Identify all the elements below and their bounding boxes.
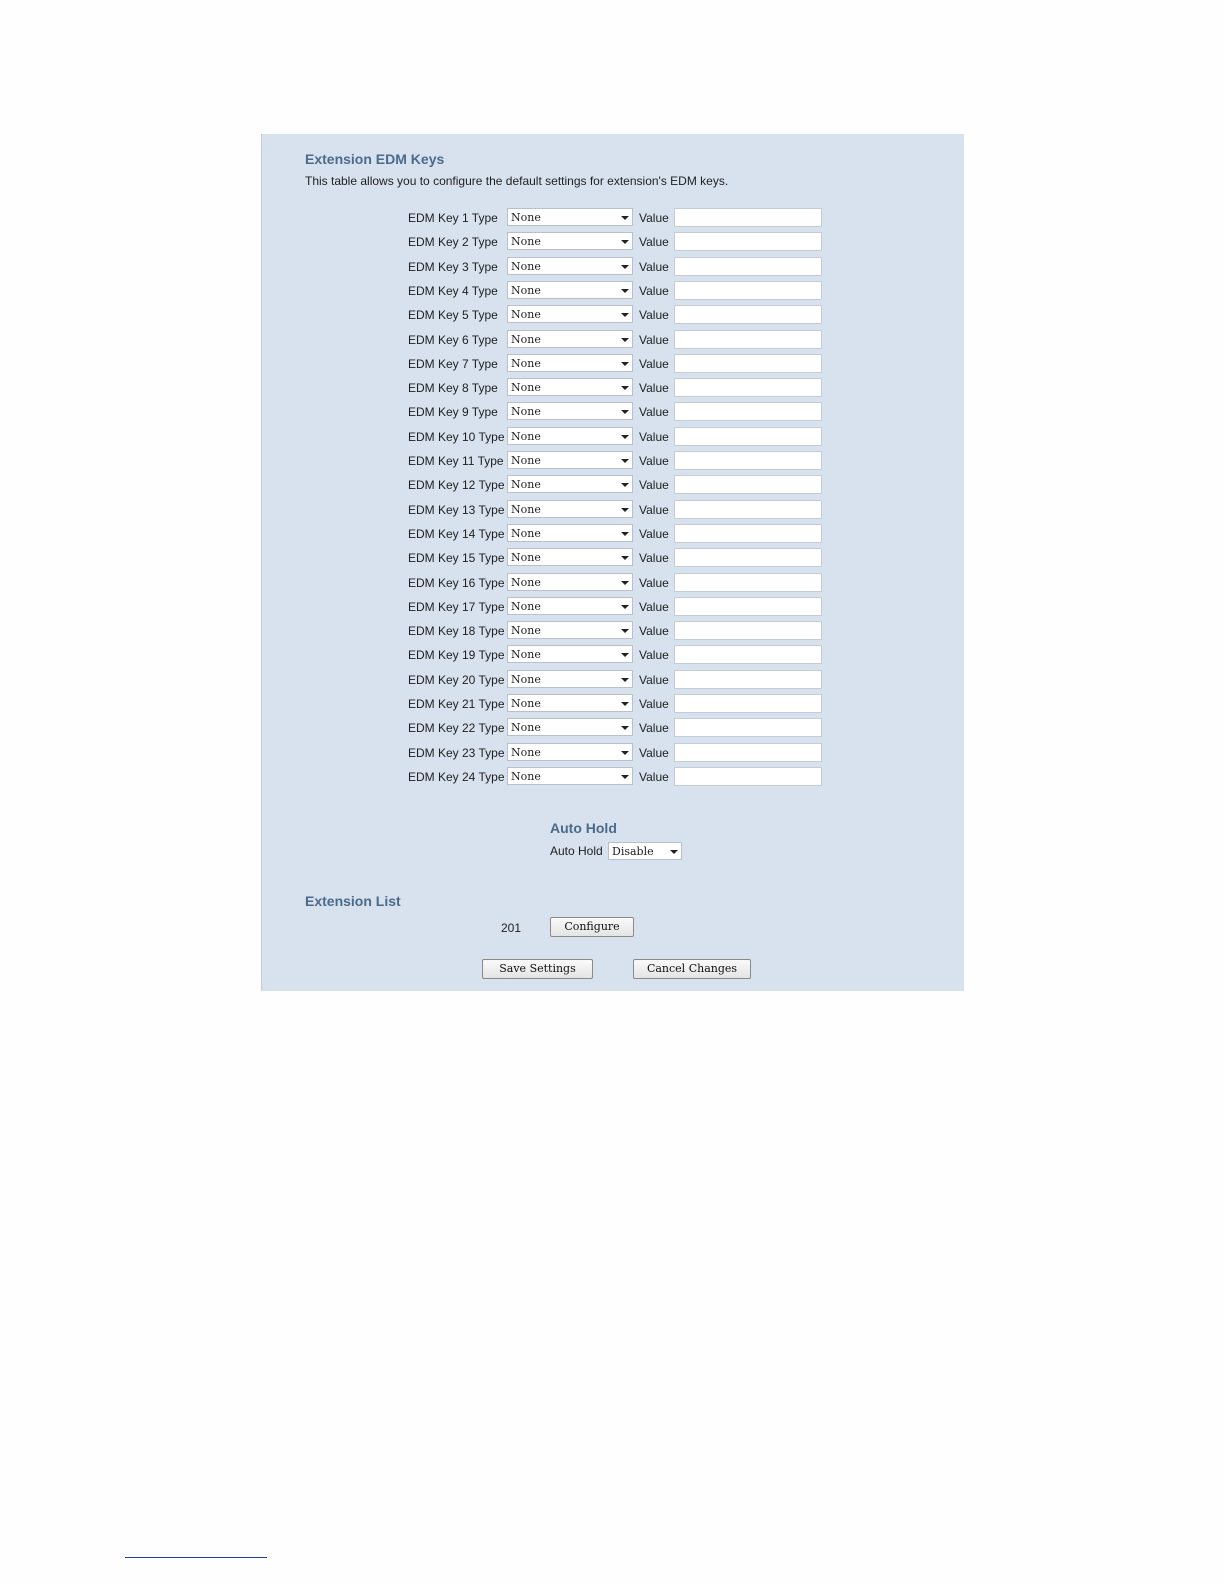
edm-key-row (408, 670, 828, 690)
save-settings-button[interactable]: Save Settings (482, 959, 593, 979)
edm-key-type-select[interactable] (507, 402, 633, 420)
edm-key-type-label: EDM Key 11 Type (408, 454, 504, 468)
chevron-down-icon (621, 313, 629, 317)
edm-key-row (408, 427, 828, 447)
edm-key-row (408, 718, 828, 738)
edm-key-type-label: EDM Key 13 Type (408, 502, 505, 517)
edm-key-row (408, 475, 828, 495)
edm-key-row (408, 524, 828, 544)
edm-key-row (408, 645, 828, 665)
edm-key-type-label: EDM Key 16 Type (408, 575, 505, 590)
chevron-down-icon (621, 678, 629, 682)
edm-key-row (408, 451, 828, 471)
edm-key-type-label: EDM Key 14 Type (408, 526, 505, 541)
edm-key-row (408, 767, 828, 787)
chevron-down-icon (621, 483, 629, 487)
edm-key-row (408, 208, 828, 228)
edm-key-type-select[interactable] (507, 427, 633, 445)
edm-key-value-input[interactable] (674, 645, 822, 664)
chevron-down-icon (621, 410, 629, 414)
chevron-down-icon (621, 435, 629, 439)
edm-key-type-label: EDM Key 3 Type (408, 259, 498, 274)
edm-key-row (408, 305, 828, 325)
chevron-down-icon (621, 751, 629, 755)
edm-key-value-label: Value (639, 235, 669, 250)
edm-key-type-select[interactable] (507, 573, 633, 591)
edm-key-row (408, 548, 828, 568)
edm-key-type-selected-value: None (511, 429, 541, 443)
edm-key-type-selected-value: None (511, 697, 541, 710)
edm-key-value-label: Value (639, 624, 669, 639)
edm-key-value-label: Value (639, 672, 669, 687)
edm-key-type-selected-value: None (511, 454, 541, 467)
edm-key-value-label: Value (639, 648, 669, 663)
edm-key-type-selected-value: None (511, 575, 541, 589)
chevron-down-icon (621, 556, 629, 560)
edm-key-type-selected-value: None (511, 769, 541, 783)
edm-key-type-selected-value: None (511, 211, 541, 224)
edm-key-value-label: Value (639, 381, 669, 396)
edm-key-value-label: Value (639, 697, 669, 711)
edm-key-type-label: EDM Key 9 Type (408, 405, 498, 420)
edm-key-type-label: EDM Key 6 Type (408, 332, 498, 347)
edm-key-type-label: EDM Key 1 Type (408, 211, 498, 225)
edm-key-value-label: Value (639, 283, 669, 298)
edm-key-type-label: EDM Key 15 Type (408, 551, 505, 566)
edm-key-type-select[interactable] (507, 232, 633, 250)
edm-key-type-selected-value: None (511, 332, 541, 346)
chevron-down-icon (621, 216, 629, 220)
edm-key-value-input[interactable] (674, 718, 822, 737)
edm-key-row (408, 743, 828, 763)
edm-key-type-select[interactable] (507, 645, 633, 663)
edm-key-type-select[interactable] (507, 548, 633, 566)
edm-key-type-label: EDM Key 20 Type (408, 672, 505, 687)
edm-key-type-select[interactable] (507, 305, 633, 323)
edm-key-value-input[interactable] (674, 621, 822, 640)
chevron-down-icon (621, 775, 629, 779)
edm-key-type-label: EDM Key 4 Type (408, 283, 498, 298)
edm-key-row (408, 573, 828, 593)
edm-key-value-input[interactable] (674, 281, 822, 300)
footnote-divider (125, 1557, 267, 1558)
edm-key-type-select[interactable] (507, 718, 633, 736)
chevron-down-icon (621, 702, 629, 706)
edm-key-type-select[interactable] (507, 670, 633, 688)
edm-key-value-label: Value (639, 454, 669, 468)
cancel-changes-button[interactable]: Cancel Changes (633, 959, 751, 979)
edm-key-value-label: Value (639, 769, 669, 784)
edm-key-type-label: EDM Key 21 Type (408, 697, 505, 711)
edm-key-type-label: EDM Key 18 Type (408, 624, 505, 639)
edm-key-value-label: Value (639, 502, 669, 517)
edm-key-value-label: Value (639, 259, 669, 274)
edm-key-type-select[interactable] (507, 257, 633, 275)
edm-key-value-input[interactable] (674, 743, 822, 762)
edm-key-type-label: EDM Key 17 Type (408, 599, 505, 614)
edm-key-type-select[interactable] (507, 208, 633, 226)
edm-key-type-label: EDM Key 5 Type (408, 308, 498, 323)
edm-key-value-input[interactable] (674, 305, 822, 324)
edm-key-value-input[interactable] (674, 475, 822, 494)
edm-key-type-select[interactable] (507, 743, 633, 761)
edm-key-type-selected-value: None (511, 283, 541, 297)
configure-button[interactable]: Configure (550, 917, 634, 937)
edm-key-row (408, 257, 828, 277)
edm-key-type-select[interactable] (507, 621, 633, 639)
chevron-down-icon (621, 726, 629, 730)
extension-list-title: Extension List (305, 893, 401, 909)
edm-key-value-input[interactable] (674, 451, 822, 470)
edm-key-value-input[interactable] (674, 670, 822, 689)
chevron-down-icon (621, 508, 629, 512)
auto-hold-label: Auto Hold (550, 844, 603, 858)
edm-key-value-input[interactable] (674, 767, 822, 786)
edm-key-type-selected-value: None (511, 381, 541, 395)
edm-key-row (408, 402, 828, 422)
edm-key-type-select[interactable] (507, 524, 633, 542)
edm-key-type-selected-value: None (511, 624, 541, 638)
edm-key-value-input[interactable] (674, 257, 822, 276)
edm-key-value-input[interactable] (674, 694, 822, 713)
edm-key-type-selected-value: None (511, 235, 541, 249)
chevron-down-icon (670, 850, 678, 854)
edm-key-row (408, 694, 828, 714)
edm-key-type-selected-value: None (511, 599, 541, 613)
edm-key-value-input[interactable] (674, 548, 822, 567)
edm-key-type-selected-value: None (511, 672, 541, 686)
edm-key-row (408, 281, 828, 301)
edm-key-value-label: Value (639, 551, 669, 566)
edm-key-value-label: Value (639, 405, 669, 420)
edm-key-value-input[interactable] (674, 597, 822, 616)
chevron-down-icon (621, 629, 629, 633)
edm-key-type-select[interactable] (507, 451, 633, 469)
edm-key-type-select[interactable] (507, 354, 633, 372)
edm-key-type-selected-value: None (511, 502, 541, 516)
auto-hold-selected-value: Disable (612, 845, 654, 858)
edm-key-type-label: EDM Key 8 Type (408, 381, 498, 396)
edm-key-value-input[interactable] (674, 378, 822, 397)
edm-key-type-label: EDM Key 12 Type (408, 478, 505, 493)
edm-key-type-select[interactable] (507, 281, 633, 299)
edm-key-value-label: Value (639, 745, 669, 760)
chevron-down-icon (621, 240, 629, 244)
edm-keys-title: Extension EDM Keys (305, 151, 445, 167)
edm-key-row (408, 354, 828, 374)
extension-number: 201 (501, 921, 522, 935)
chevron-down-icon (621, 289, 629, 293)
chevron-down-icon (621, 653, 629, 657)
edm-key-row (408, 597, 828, 617)
chevron-down-icon (621, 459, 629, 463)
chevron-down-icon (621, 532, 629, 536)
edm-key-type-selected-value: None (511, 308, 541, 322)
edm-key-value-label: Value (639, 575, 669, 590)
edm-key-value-label: Value (639, 356, 669, 371)
edm-key-row (408, 500, 828, 520)
chevron-down-icon (621, 581, 629, 585)
edm-key-type-label: EDM Key 24 Type (408, 769, 505, 784)
edm-key-type-label: EDM Key 22 Type (408, 721, 505, 736)
edm-key-value-input[interactable] (674, 354, 822, 373)
edm-key-type-label: EDM Key 10 Type (408, 429, 505, 444)
edm-key-value-input[interactable] (674, 524, 822, 543)
edm-key-type-selected-value: None (511, 721, 541, 735)
edm-key-type-label: EDM Key 23 Type (408, 745, 505, 760)
edm-key-value-input[interactable] (674, 330, 822, 349)
edm-key-type-selected-value: None (511, 551, 541, 565)
edm-key-value-label: Value (639, 429, 669, 444)
edm-key-type-selected-value: None (511, 478, 541, 492)
edm-key-type-selected-value: None (511, 356, 541, 370)
edm-key-value-label: Value (639, 478, 669, 493)
edm-key-type-select[interactable] (507, 597, 633, 615)
edm-key-type-selected-value: None (511, 405, 541, 419)
edm-key-value-input[interactable] (674, 232, 822, 251)
chevron-down-icon (621, 265, 629, 269)
edm-key-row (408, 330, 828, 350)
chevron-down-icon (621, 386, 629, 390)
edm-key-value-input[interactable] (674, 427, 822, 446)
edm-key-type-select[interactable] (507, 767, 633, 785)
edm-key-value-label: Value (639, 211, 669, 225)
edm-key-row (408, 232, 828, 252)
edm-key-value-input[interactable] (674, 208, 822, 227)
edm-keys-description: This table allows you to configure the default settings for extension's EDM keys. (305, 174, 729, 188)
edm-key-type-label: EDM Key 2 Type (408, 235, 498, 250)
chevron-down-icon (621, 362, 629, 366)
edm-key-value-label: Value (639, 721, 669, 736)
edm-key-type-select[interactable] (507, 378, 633, 396)
edm-key-value-label: Value (639, 332, 669, 347)
edm-key-type-selected-value: None (511, 259, 541, 273)
edm-key-type-selected-value: None (511, 745, 541, 759)
edm-key-value-input[interactable] (674, 500, 822, 519)
edm-key-row (408, 378, 828, 398)
edm-key-type-label: EDM Key 19 Type (408, 648, 505, 663)
edm-key-type-label: EDM Key 7 Type (408, 356, 498, 371)
edm-key-value-label: Value (639, 308, 669, 323)
edm-key-type-select[interactable] (507, 330, 633, 348)
edm-key-value-label: Value (639, 526, 669, 541)
auto-hold-select[interactable] (608, 842, 682, 860)
edm-key-type-select[interactable] (507, 475, 633, 493)
edm-key-type-selected-value: None (511, 648, 541, 662)
auto-hold-title: Auto Hold (550, 820, 617, 836)
edm-key-type-select[interactable] (507, 500, 633, 518)
edm-key-type-select[interactable] (507, 694, 633, 712)
chevron-down-icon (621, 338, 629, 342)
edm-key-value-label: Value (639, 599, 669, 614)
edm-key-type-selected-value: None (511, 526, 541, 540)
edm-key-value-input[interactable] (674, 573, 822, 592)
edm-settings-panel (261, 134, 964, 991)
edm-key-row (408, 621, 828, 641)
edm-key-value-input[interactable] (674, 402, 822, 421)
chevron-down-icon (621, 605, 629, 609)
